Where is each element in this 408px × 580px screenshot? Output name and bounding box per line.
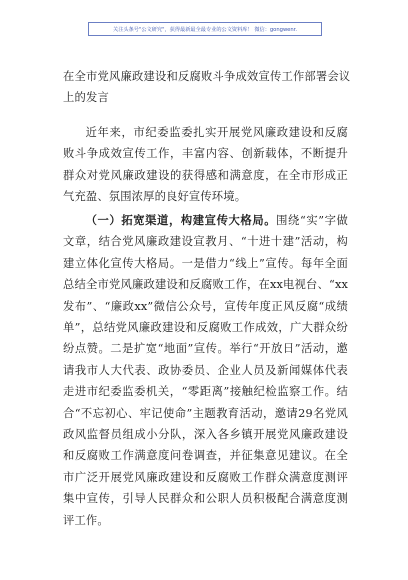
section-paragraph <box>63 210 348 531</box>
section-heading: （一）拓宽渠道，构建宣传大格局。 <box>85 213 277 227</box>
header-banner <box>88 22 322 36</box>
banner-text: 关注头条号"公文研究"，获得最新最全最专业的公文资料库！ 微信：gongwenr. <box>113 26 297 33</box>
document-title: 在全市党风廉政建设和反腐败斗争成效宣传工作部署会议上的发言 <box>63 70 351 104</box>
intro-paragraph: 近年来，市纪委监委扎实开展党风廉政建设和反腐败斗争成效宣传工作，丰富内容、创新载体，不断提升群众对党风廉政建设的获得感和满意度，在全市形成正气充盈、氛围浓厚的良好宣传环境。 <box>63 126 348 204</box>
section-body: 围绕“实”字做文章，结合党风廉政建设宣教月、“十进十建”活动，构建立体化宣传大格局。一是借力“线上”宣传。每年全面总结全市党风廉政建设和反腐败工作，在xx电视台、“xx发布”、“廉政xx”微信公众号，宣传年度正风反腐“成绩单”，总结党风廉政建设和反腐败工作成效，广大群众纷纷点赞。二是扩宽“地面”宣传。举行“开放日”活动，邀请我市人大代表、政协委员、企业人员及新闻媒体代表走进市纪委监委机关，“零距离”接触纪检监察工作。结合“不忘初心、牢记使命”主题教育活动，邀请29名党风政风监督员组成小分队，深入各乡镇开展党风廉政建设和反腐败工作满意度问卷调查，并征集意见建议。在全市广泛开展党风廉政建设和反腐败工作群众满意度测评集中宣传，引导人民群众和公职人员积极配合满意度测评工作。 <box>63 214 348 527</box>
